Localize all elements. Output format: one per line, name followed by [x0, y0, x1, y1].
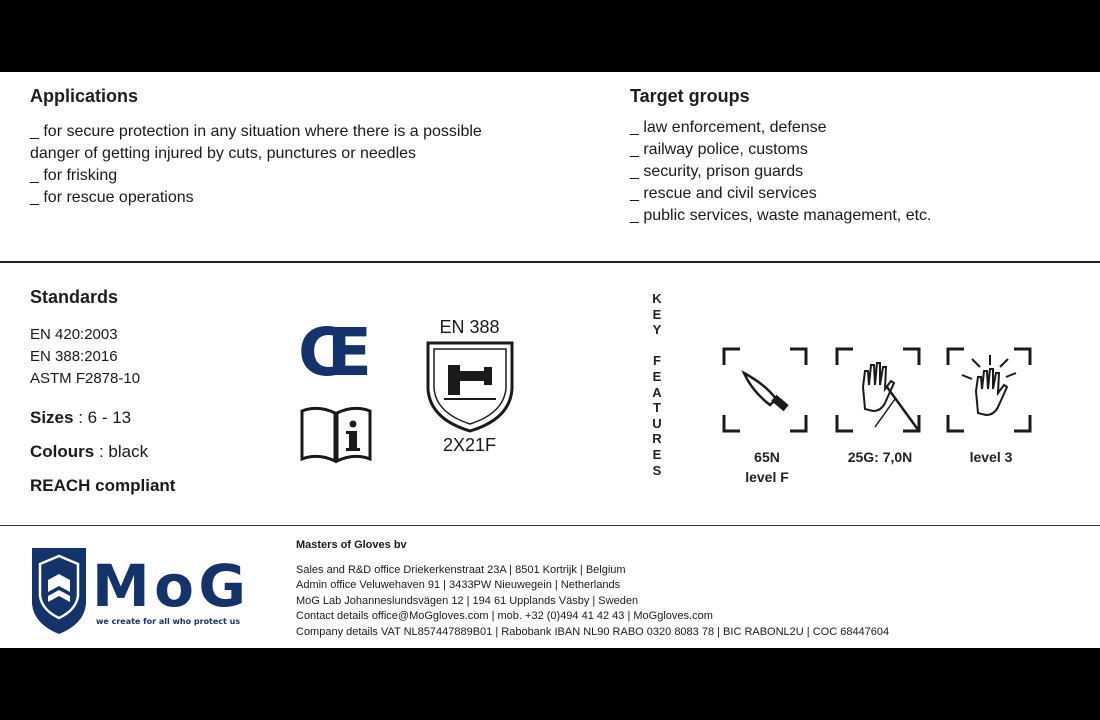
- company-footer: [0, 526, 1100, 648]
- target-groups-block: [630, 86, 1070, 227]
- instruction-book-icon: [298, 403, 374, 465]
- feature-label: [926, 447, 1056, 467]
- company-line: Contact details office@MoGgloves.com | mob. +32 (0)494 41 42 43 | MoGgloves.com: [296, 610, 713, 622]
- standard-item: EN 388:2016: [30, 348, 118, 365]
- puncture-hand-icon: [946, 347, 1032, 433]
- key-letter: F: [653, 353, 661, 369]
- key-letter-gap: [651, 338, 663, 354]
- logo-text: MoG: [92, 552, 246, 620]
- applications-line: _ for secure protection in any situation where there is a possible: [30, 123, 482, 140]
- top-section: [0, 72, 1100, 262]
- key-letter: Y: [652, 322, 662, 338]
- key-features-vertical-label: [651, 291, 663, 478]
- key-letter: K: [652, 291, 662, 306]
- sizes-label: Sizes: [30, 408, 74, 427]
- colours-label: Colours: [30, 442, 95, 461]
- logo-tagline: we create for all who protect us: [96, 617, 241, 626]
- applications-line: _ for rescue operations: [30, 189, 194, 206]
- key-letter: S: [652, 462, 662, 478]
- company-name: Masters of Gloves bv: [296, 539, 407, 551]
- datasheet: [0, 72, 1100, 648]
- key-letter: R: [652, 431, 662, 447]
- standards-heading: Standards: [30, 287, 119, 307]
- company-line: Sales and R&D office Driekerkenstraat 23A | 8501 Kortrijk | Belgium: [296, 563, 626, 576]
- company-details: [296, 538, 889, 640]
- company-line: Admin office Veluwehaven 91 | 3433PW Nieuwegein | Netherlands: [296, 579, 621, 591]
- key-letter: E: [652, 306, 662, 322]
- sizes-row: [30, 408, 270, 428]
- target-group-line: _ rescue and civil services: [630, 185, 817, 202]
- feature-needle-resistance: [835, 347, 925, 465]
- reach-row: [30, 476, 270, 496]
- feature-puncture-resistance: [946, 347, 1036, 465]
- standards-block: [30, 287, 270, 496]
- standard-item: ASTM F2878-10: [30, 370, 141, 387]
- en388-label: EN 388: [439, 317, 500, 337]
- en388-code: 2X21F: [442, 435, 497, 455]
- target-group-line: _ public services, waste management, etc.: [630, 207, 932, 224]
- feature-cut-resistance: [722, 347, 812, 485]
- needle-hand-icon: [835, 347, 921, 433]
- specs-section: [0, 263, 1100, 525]
- target-group-line: _ security, prison guards: [630, 163, 804, 180]
- target-groups-heading: Target groups: [630, 86, 750, 106]
- feature-label: [702, 447, 832, 487]
- mechanical-risk-shield-icon: [426, 341, 514, 433]
- knife-icon: [722, 347, 808, 433]
- company-line: MoG Lab Johanneslundsvägen 12 | 194 61 Upplands Väsby | Sweden: [296, 594, 639, 607]
- feature-level: level F: [745, 469, 789, 485]
- applications-heading: Applications: [30, 86, 139, 106]
- applications-block: [30, 86, 590, 209]
- target-group-line: _ railway police, customs: [630, 141, 808, 158]
- target-group-line: _ law enforcement, defense: [630, 119, 827, 136]
- feature-value: 25G: 7,0N: [847, 449, 913, 465]
- mog-logo: [30, 546, 250, 636]
- feature-value: 65N: [754, 449, 780, 465]
- ce-mark-icon: [298, 319, 374, 381]
- ce-mark-text: CE: [298, 319, 372, 381]
- colours-value: : black: [98, 442, 149, 461]
- key-letter: T: [653, 400, 661, 416]
- sizes-value: : 6 - 13: [78, 408, 132, 427]
- key-letter: U: [652, 415, 662, 431]
- applications-line: _ for frisking: [30, 167, 118, 184]
- colours-row: [30, 442, 270, 462]
- key-letter: E: [652, 446, 662, 462]
- key-letter: A: [652, 384, 662, 400]
- reach-label: REACH compliant: [30, 476, 176, 495]
- feature-value: level 3: [969, 449, 1013, 465]
- standard-item: EN 420:2003: [30, 326, 118, 343]
- key-letter: E: [652, 368, 662, 384]
- applications-line: danger of getting injured by cuts, punctures or needles: [30, 145, 417, 162]
- company-line: Company details VAT NL857447889B01 | Rabobank IBAN NL90 RABO 0320 8083 78 | BIC RABONL2U | COC 68447604: [296, 625, 890, 638]
